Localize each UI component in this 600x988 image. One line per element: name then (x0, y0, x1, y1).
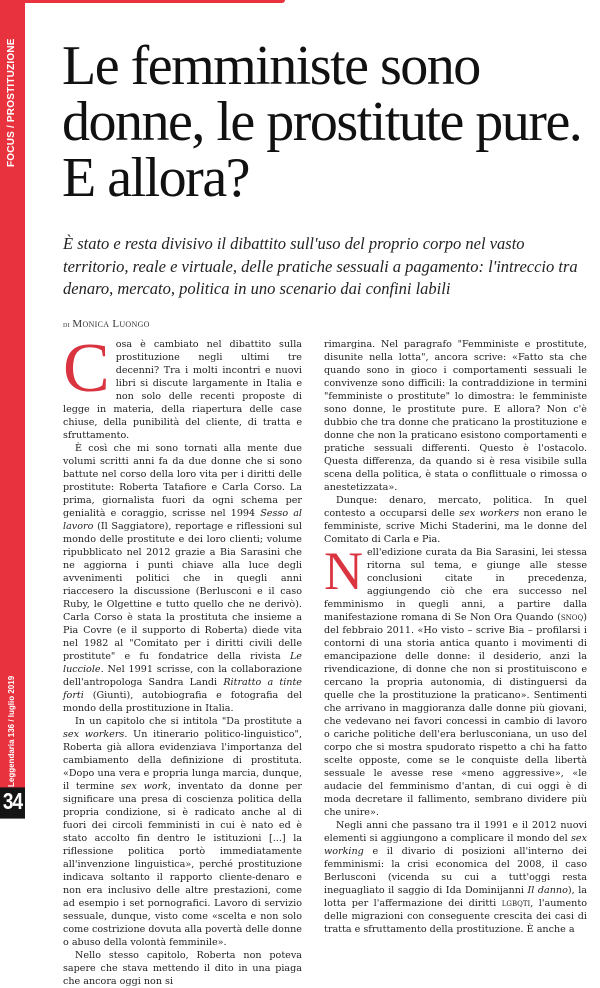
paragraph-text: È così che mi sono tornati alla mente due volumi scritti anni fa da due donne che si sono battute nel corso della loro vita per i diritti delle prostitute: Roberta Tatafiore e Carla Corso. La prima, giornalista fuori da ogni schema per genialità e coraggio, scrisse nel 1994 (63, 443, 302, 519)
emphasis: sex work (120, 781, 168, 792)
paragraph (324, 819, 587, 936)
paragraph-text: ell'edizione curata da Bia Sarasini, lei stessa ritorna sul tema, e giunge alle stesse conclusioni citate in precedenza, aggiungendo ciò che era successo nel femminismo in quegli anni, a partire dalla manifestazione romana di Se Non Ora Quando ( (324, 547, 587, 623)
paragraph: rimargina. Nel paragrafo "Femministe e prostitute, disunite nella lotta", ancora scrive: «Fatto sta che quando sono in gioco i comportamenti sessuali le convivenze sono difficili: la contraddizione in termini "femministe o prostitute" lo dimostra: le femministe sono donne, le prostitute pure. E allora? Non c'è dubbio che tra donne che praticano la prostituzione e donne che non la praticano esistono comportamenti e pratiche sessuali differenti. Questo è l'ostacolo. Questa differenza, da quando si è resa visibile sulla scena della politica, è stata o conflittuale o rimossa o anestetizzata». (324, 339, 587, 493)
magazine-title: Le lucciole (63, 651, 302, 675)
byline-prefix: di (63, 319, 70, 329)
book-title: Sesso al lavoro (63, 508, 302, 532)
drop-cap: N (324, 541, 363, 601)
paragraph-text: In un capitolo che si intitola "Da prostitute a (75, 716, 302, 727)
acronym: lgbqti (501, 898, 531, 909)
article-column-right (324, 338, 587, 936)
emphasis: sex working (324, 833, 587, 857)
paragraph: Nello stesso capitolo, Roberta non poteva sapere che stava mettendo il dito in una piaga che ancora oggi non si (63, 950, 302, 987)
emphasis: sex workers (63, 729, 125, 740)
paragraph-text: (Giunti), autobiografia e fotografia del mondo della prostituzione in Italia. (63, 690, 302, 714)
page-number: 34 (0, 787, 25, 818)
article-standfirst: È stato e resta divisivo il dibattito sull'uso del proprio corpo nel vasto territorio, reale e virtuale, delle pratiche sessuali a pagamento: l'intreccio tra denaro, mercato, politica in uno scenario dai confini labili (63, 234, 578, 298)
section-label-text: FOCUS / PROSTITUZIONE (6, 38, 17, 167)
book-title: Il danno (527, 885, 568, 896)
paragraph (63, 330, 302, 442)
paragraph-text: ), la lotta per l'affermazione dei diritti (324, 885, 587, 909)
acronym: snoq (560, 612, 584, 623)
article-headline: Le femministe sono donne, le prostitute pure. E allora? (62, 35, 582, 209)
paragraph (63, 442, 302, 715)
paragraph-text: Negli anni che passano tra il 1991 e il 2012 nuovi elementi si aggiungono a complicare il mondo del (324, 820, 587, 844)
paragraph-text: (Il Saggiatore), reportage e riflessioni sul mondo delle prostitute e dei loro clienti; volume ripubblicato nel 2012 grazie a Bia Sarasini che ne aggiorna i punti chiave alla luce degli avvenimenti politici che in quegli anni riaccesero la discussione (Berlusconi e il caso Ruby, le Olgettine e tutto quello che ne derivò). Carla Corso è stata la prostituta che insieme a Pia Covre (e il supporto di Roberta) diede vita nel 1982 al "Comitato per i diritti civili delle prostitute" e fu fondatrice della rivista (63, 521, 302, 662)
paragraph-text: non erano le femministe, scrive Michi Staderini, ma le donne del Comitato di Carla e Pia. (324, 508, 587, 545)
paragraph-text: . Nel 1991 scrisse, con la collaborazione dell'antropologa Sandra Landi (63, 664, 302, 688)
paragraph-text: , l'aumento delle migrazioni con conseguente crescita dei casi di tratta e sfruttamento della prostituzione. È anche a (324, 898, 587, 935)
issue-label-text: Leggendaria 136 / luglio 2019 (7, 675, 16, 787)
top-accent-bar (25, 0, 285, 3)
paragraph-text: , inventato da donne per significare una presa di coscienza politica della propria condizione, si è radicato anche al di fuori dei circoli femministi in cui è nato ed è stato accolto fin dentro le istituzioni [...] la riflessione politica portò immediatamente all'invenzione linguistica», perché prostituzione indicava soltanto il rapporto cliente-denaro e non era inclusivo delle altre prestazioni, come ad esempio i set pornografici. Lavoro di servizio sessuale, dunque, visto come «scelta e non solo come costrizione dovuta alla povertà delle donne o abuso della volontà femminile». (63, 781, 302, 948)
paragraph-text: Dunque: denaro, mercato, politica. In quel contesto a occuparsi delle (324, 495, 587, 519)
paragraph (63, 715, 302, 949)
author-name: Monica Luongo (72, 318, 150, 330)
paragraph-text: e il divario di posizioni all'interno dei femminismi: la crisi economica del 2008, il caso Berlusconi (vicenda su cui a tutt'oggi resta ineguagliato il saggio di Ida Dominijanni (324, 846, 587, 896)
drop-cap: C (63, 330, 110, 407)
article-column-left (63, 330, 303, 988)
paragraph (324, 494, 587, 546)
byline (63, 318, 150, 330)
paragraph (324, 541, 587, 819)
emphasis: sex workers (459, 508, 520, 519)
paragraph-text: osa è cambiato nel dibattito sulla prostituzione negli ultimi tre decenni? Tra i molti incontri e nuovi libri si discute largamente in Italia e non solo delle recenti proposte di legge in materia, della riapertura delle case chiuse, della punibilità del cliente, di tratta e sfruttamento. (63, 339, 302, 441)
paragraph-text: . Un itinerario politico-linguistico", Roberta già allora evidenziava l'importanza del cambiamento della definizione di prostituta. «Dopo una vera e propria lunga marcia, dunque, il termine (63, 729, 303, 792)
paragraph-text: ) del febbraio 2011. «Ho visto – scrive Bia – profilarsi i contorni di una storia antica quanto i movimenti di emancipazione delle donne: il desiderio, anzi la rivendicazione, di donne che non si prostituiscono e cercano la propria autonomia, di distinguersi da quelle che la prostituzione la praticano». Sentimenti che arrivano in maggioranza dalle donne più giovani, che vedevano nei favori concessi in cambio di lavoro o cariche politiche dell'era berlusconiana, un uso del corpo che si mostra spudorato rispetto a chi ha fatto scelte opposte, come se le conquiste della libertà sessuale le avesse rese «meno aggressive», «le audacie del femminismo d'antan, di cui oggi è di moda decretare il fallimento, sembrano dividere più che unire». (324, 612, 587, 818)
book-title: Ritratto a tinte forti (63, 677, 302, 701)
